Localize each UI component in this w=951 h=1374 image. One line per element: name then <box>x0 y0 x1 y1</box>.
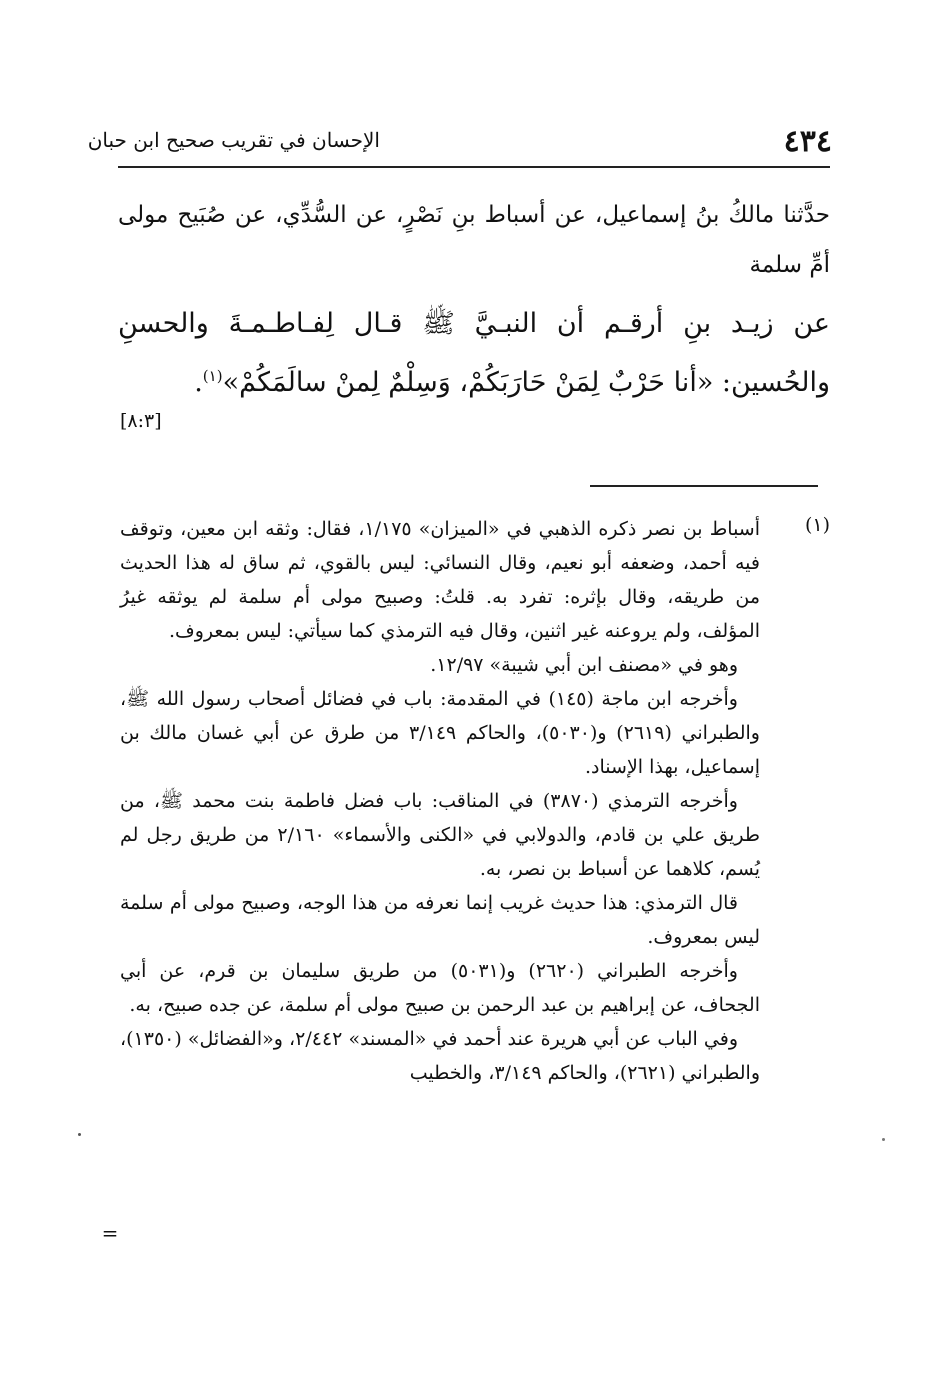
matn-body: عن زيـد بنِ أرقـم أن النبـيَّ ﷺ قـال لِفـاطـمـةَ والحسنِ والحُسين: «أنا حَرْبٌ لِمَنْ حَارَبَكُمْ، وَسِلْمٌ لِمنْ سالَمَكُمْ» <box>118 308 830 398</box>
footnote-paragraph: وأخرجه ابن ماجة (١٤٥) في المقدمة: باب في فضائل أصحاب رسول الله ﷺ، والطبراني (٢٦١٩) و(٥٠٣٠)، والحاكم ٣/١٤٩ من طرق عن أبي غسان مالك بن إسماعيل، بهذا الإسناد. <box>120 688 760 778</box>
footnote-rule <box>590 485 818 487</box>
matn-end: . <box>194 367 203 398</box>
footnote-body <box>120 512 760 1090</box>
running-header-title: الإحسان في تقريب صحيح ابن حبان <box>87 128 380 152</box>
scan-speck <box>882 1138 885 1141</box>
continuation-mark: = <box>101 1221 119 1245</box>
scan-speck <box>78 1133 81 1136</box>
isnad-text: حدَّثنا مالكُ بنُ إسماعيل، عن أسباط بنِ نَصْرٍ، عن السُّدِّي، عن صُبَيح مولى أمِّ سلمة <box>118 202 830 278</box>
footnote-paragraph: وأخرجه الطبراني (٢٦٢٠) و(٥٠٣١) من طريق سليمان بن قرم، عن أبي الجحاف، عن إبراهيم بن عبد الرحمن بن صبيح مولى أم سلمة، عن جده صبيح، به. <box>120 960 760 1016</box>
header-rule <box>118 166 830 168</box>
reference-marker: [٨:٣] <box>120 410 162 432</box>
footnote-paragraph: قال الترمذي: هذا حديث غريب إنما نعرفه من هذا الوجه، وصبيح مولى أم سلمة ليس بمعروف. <box>120 892 760 948</box>
footnote-paragraph: وأخرجه الترمذي (٣٨٧٠) في المناقب: باب فضل فاطمة بنت محمد ﷺ، من طريق علي بن قادم، والدولابي في «الكنى والأسماء» ٢/١٦٠ من طريق رجل لم يُسم، كلاهما عن أسباط بن نصر، به. <box>120 790 760 880</box>
footnote-paragraph: وهو في «مصنف ابن أبي شيبة» ١٢/٩٧. <box>430 654 738 676</box>
footnote-ref: (١) <box>202 367 223 385</box>
hadith-text <box>118 298 830 409</box>
page-number: ٤٣٤ <box>783 124 832 159</box>
footnote-marker: (١) <box>804 514 830 536</box>
footnote-paragraph: أسباط بن نصر ذكره الذهبي في «الميزان» ١/١٧٥، فقال: وثقه ابن معين، وتوقف فيه أحمد، وضعفه أبو نعيم، وقال النسائي: ليس بالقوي، ثم ساق له هذا الحديث من طريقه، وقال بإثره: تفرد به. قلتُ: وصبيح مولى أم سلمة لم يوثقه غيرُ المؤلف، ولم يروعنه غير اثنين، وقال فيه الترمذي كما سيأتي: ليس بمعروف. <box>120 518 760 642</box>
footnote-paragraph: وفي الباب عن أبي هريرة عند أحمد في «المسند» ٢/٤٤٢، و«الفضائل» (١٣٥٠)، والطبراني (٢٦٢١)، والحاكم ٣/١٤٩، والخطيب <box>120 1028 760 1084</box>
